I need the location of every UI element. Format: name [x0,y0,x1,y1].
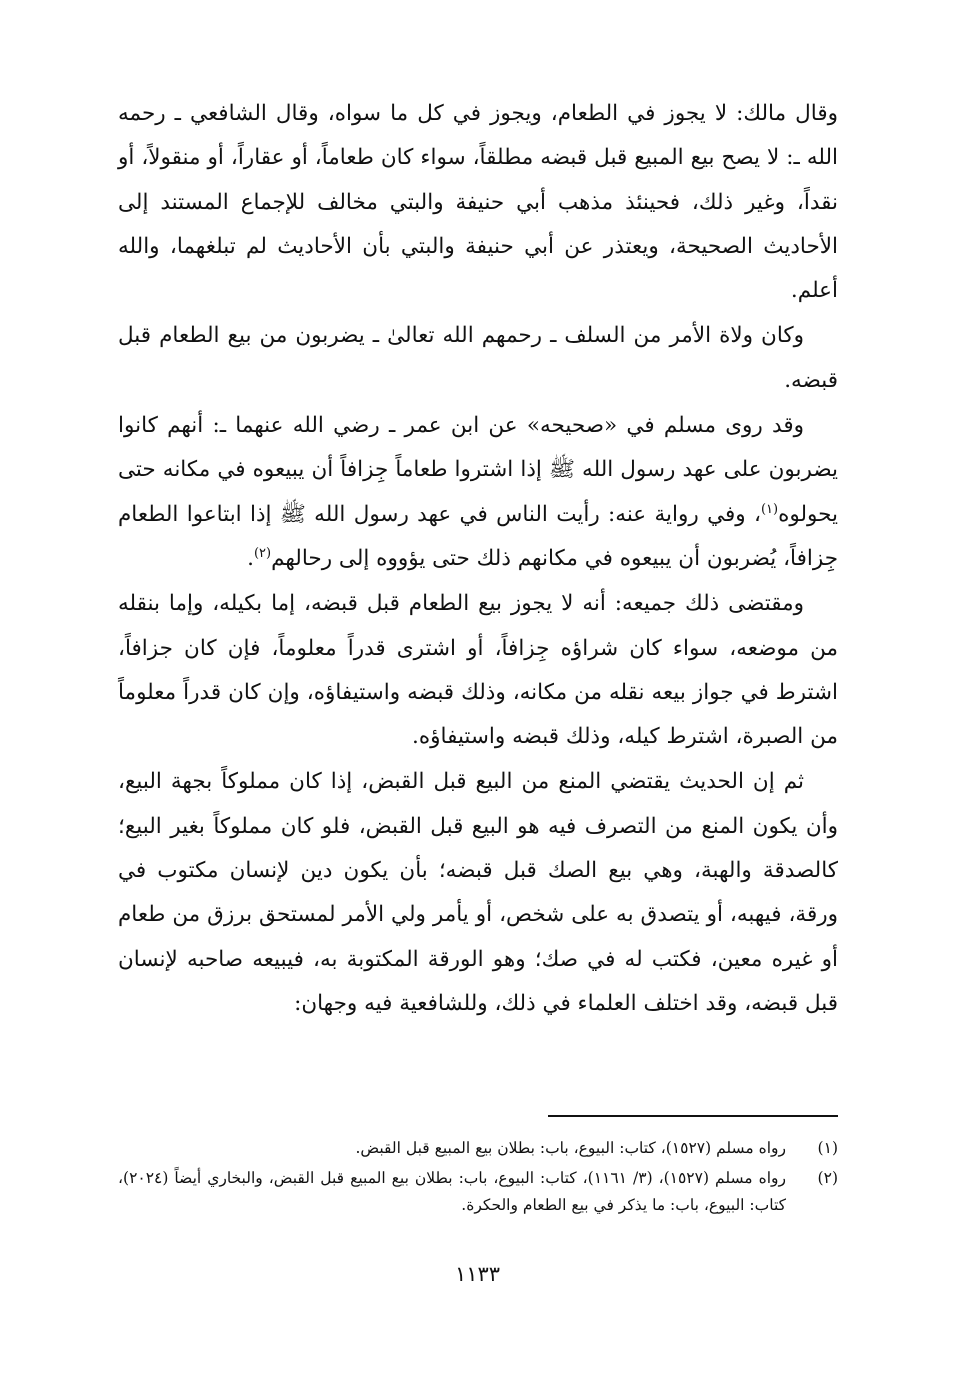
hadith-text-part-3: . [247,545,254,571]
paragraph-salaf: وكان ولاة الأمر من السلف ـ رحمهم الله تعالىٰ ـ يضربون من بيع الطعام قبل قبضه. [118,323,838,393]
hadith-text-part-2: ، وفي رواية عنه: رأيت الناس في عهد رسول الله ﷺ إذا ابتاعوا الطعام جِزافاً، يُضربون أن يبيعوه في مكانهم ذلك حتى يؤووه إلى رحالهم [118,501,838,571]
paragraph-ownership: ثم إن الحديث يقتضي المنع من البيع قبل القبض، إذا كان مملوكاً بجهة البيع، وأن يكون المنع من التصرف فيه هو البيع قبل القبض، فلو كان مملوكاً بغير البيع؛ كالصدقة والهبة، وهي بيع الصك قبل قبضه؛ بأن يكون دين لإنسان مكتوب في ورقة، فيهبه، أو يتصدق به على شخص، أو يأمر ولي الأمر لمستحق برزق من طعام أو غيره معين، فكتب له في صك؛ وهو الورقة المكتوبة به، فيبيعه صاحبه لإنسان قبل قبضه، وقد اختلف العلماء في ذلك، وللشافعية فيه وجهان: [118,769,838,1016]
footnote-2 [118,1165,838,1219]
page-number: ١١٣٣ [454,1262,501,1286]
footnote-number: (٢) [817,1169,838,1187]
footnote-text: رواه مسلم (١٥٢٧)، (٣/ ١١٦١)، كتاب: البيوع، باب: بطلان بيع المبيع قبل القبض، والبخاري أيضاً (٢٠٢٤)، كتاب: البيوع، باب: ما يذكر في بيع الطعام والحكرة. [118,1169,786,1214]
footnote-reference-1: (١) [760,501,779,517]
footnotes [118,1135,838,1222]
footnote-number: (١) [817,1139,838,1157]
paragraph-conclusion: ومقتضى ذلك جميعه: أنه لا يجوز بيع الطعام قبل قبضه، إما بكيله، وإما بنقله من موضعه، سواء كان شراؤه جِزافاً، أو اشترى قدراً معلوماً، فإن كان جزافاً، اشترط في جواز بيعه نقله من مكانه، وذلك قبضه واستيفاؤه، وإن كان قدراً معلوماً من الصبرة، اشترط كيله، وذلك قبضه واستيفاؤه. [118,591,838,750]
hadith-text-part-1: وقد روى مسلم في «صحيحه» عن ابن عمر ـ رضي الله عنهما ـ: أنهم كانوا يضربون على عهد رسول الله ﷺ إذا اشتروا طعاماً جِزافاً أن يبيعوه في مكانه حتى يحولوه [118,413,838,527]
footnote-divider [548,1115,838,1117]
paragraph-malik-shafii: وقال مالك: لا يجوز في الطعام، ويجوز في كل ما سواه، وقال الشافعي ـ رحمه الله ـ: لا يصح بيع المبيع قبل قبضه مطلقاً، سواء كان طعاماً، أو عقاراً، أو منقولاً، أو نقداً، وغير ذلك، فحينئذ مذهب أبي حنيفة والبتي مخالف للإجماع المستند إلى الأحاديث الصحيحة، ويعتذر عن أبي حنيفة والبتي بأن الأحاديث لم تبلغهما، والله أعلم. [118,101,838,304]
footnote-1 [118,1135,838,1162]
footnote-reference-2: (٢) [253,545,272,561]
footnote-text: رواه مسلم (١٥٢٧)، كتاب: البيوع، باب: بطلان بيع المبيع قبل القبض. [355,1139,786,1157]
paragraph-hadith [118,404,838,581]
main-text [118,92,838,1026]
